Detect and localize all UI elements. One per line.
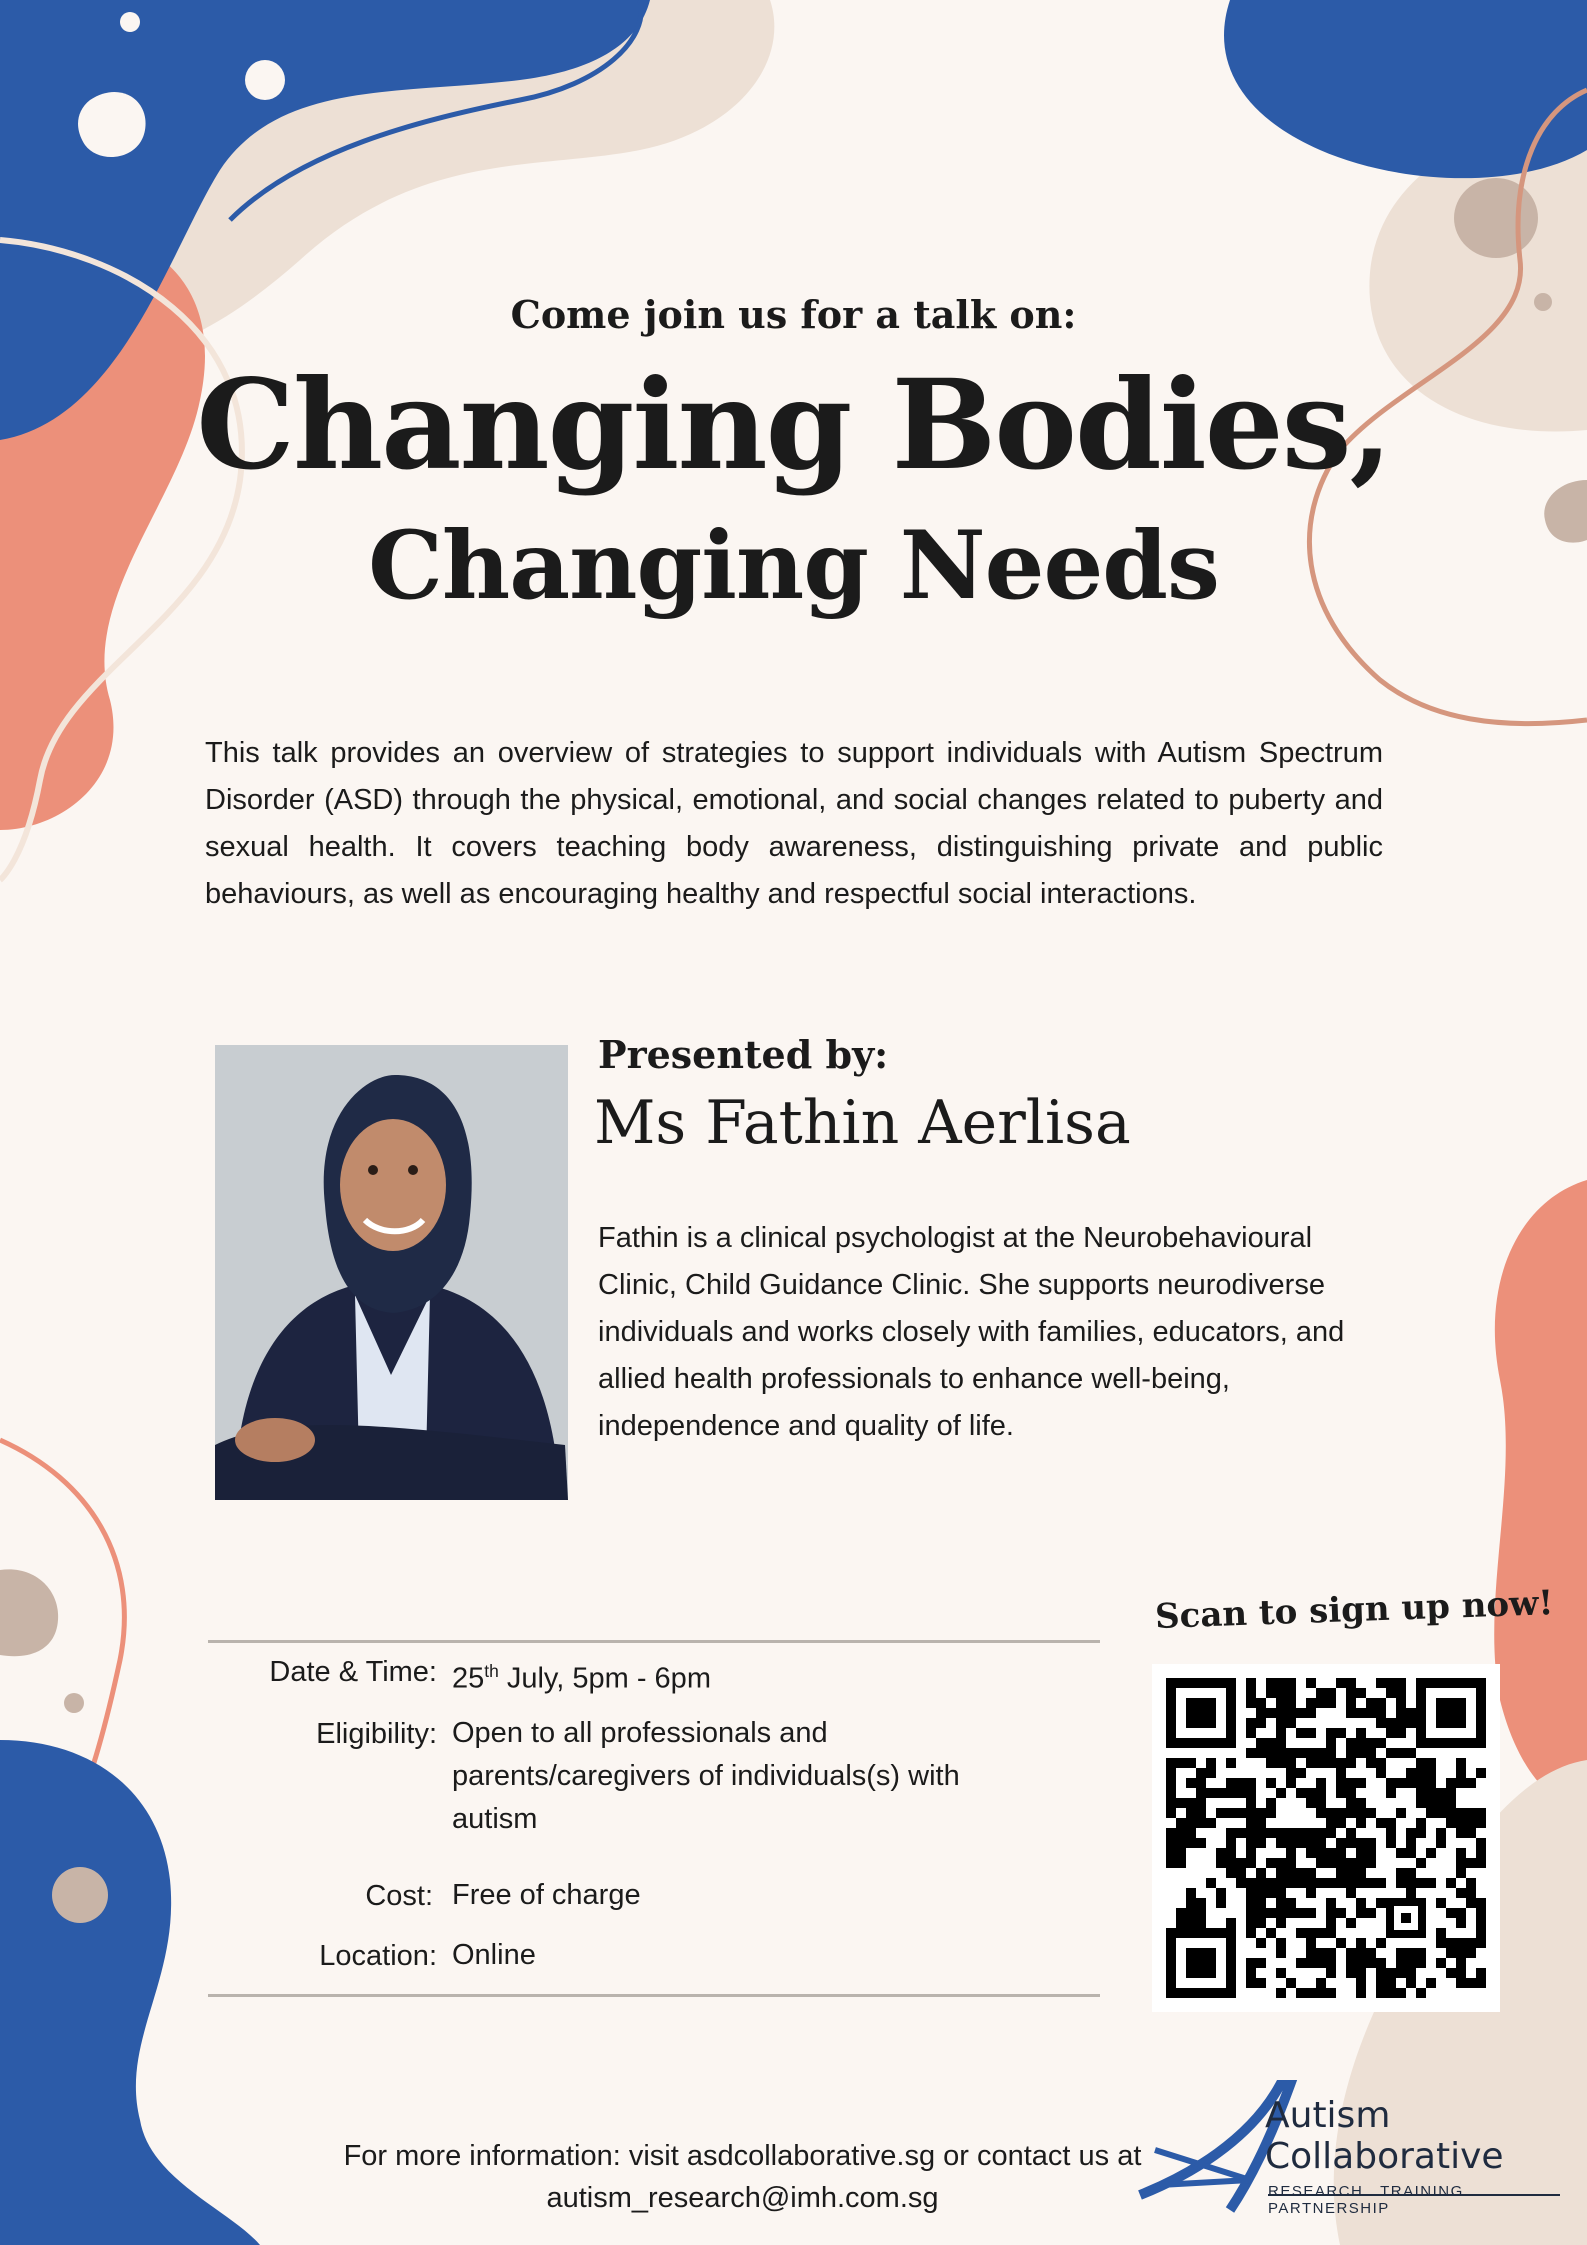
intro-text: Come join us for a talk on: <box>510 292 1077 337</box>
location-label: Location: <box>319 1940 437 1972</box>
details-top-rule <box>208 1640 1100 1643</box>
details-bottom-rule <box>208 1994 1100 1997</box>
location-value: Online <box>452 1939 536 1971</box>
eligibility-value <box>452 1712 960 1841</box>
date-day: 25 <box>452 1662 485 1695</box>
eligibility-line-1: Open to all professionals and <box>452 1717 828 1749</box>
talk-description: This talk provides an overview of strategies to support individuals with Autism Spectrum Disorder (ASD) through the physical, emotional, and social changes related to puberty and sexual health. It covers teaching body awareness, distinguishing private and public behaviours, as well as encouraging healthy and respectful social interactions. <box>205 737 1383 910</box>
date-suffix: th <box>484 1661 499 1681</box>
date-label: Date & Time: <box>269 1656 437 1688</box>
footer-line-2: autism_research@imh.com.sg <box>546 2182 939 2214</box>
presenter-name: Ms Fathin Aerlisa <box>594 1088 1131 1158</box>
date-rest: July, 5pm - 6pm <box>498 1662 711 1695</box>
eligibility-line-3: autism <box>452 1803 538 1835</box>
footer-line-1: For more information: visit asdcollaborative.sg or contact us at <box>343 2140 1142 2172</box>
presenter-bio: Fathin is a clinical psychologist at the Neurobehavioural Clinic, Child Guidance Clinic. She supports neurodiverse individuals and works closely with families, educators, and allied health professionals to enhance well-being, independence and quality of life. <box>598 1222 1345 1442</box>
title-line-1: Changing Bodies, <box>196 353 1391 498</box>
title-line-2: Changing Needs <box>368 511 1219 621</box>
eligibility-line-2: parents/caregivers of individuals(s) with <box>452 1760 960 1792</box>
eligibility-label: Eligibility: <box>316 1718 437 1750</box>
cost-value: Free of charge <box>452 1879 641 1911</box>
cost-label: Cost: <box>365 1880 433 1912</box>
org-tagline: RESEARCH . TRAINING . PARTNERSHIP <box>1268 2183 1476 2217</box>
presented-by-heading: Presented by: <box>598 1032 889 1077</box>
presenter-photo <box>215 1045 568 1500</box>
signup-qr-code[interactable] <box>1152 1664 1500 2012</box>
scan-prompt: Scan to sign up now! <box>1154 1583 1554 1637</box>
org-name: Autism Collaborative <box>1265 2095 1504 2177</box>
date-value <box>452 1650 711 1701</box>
